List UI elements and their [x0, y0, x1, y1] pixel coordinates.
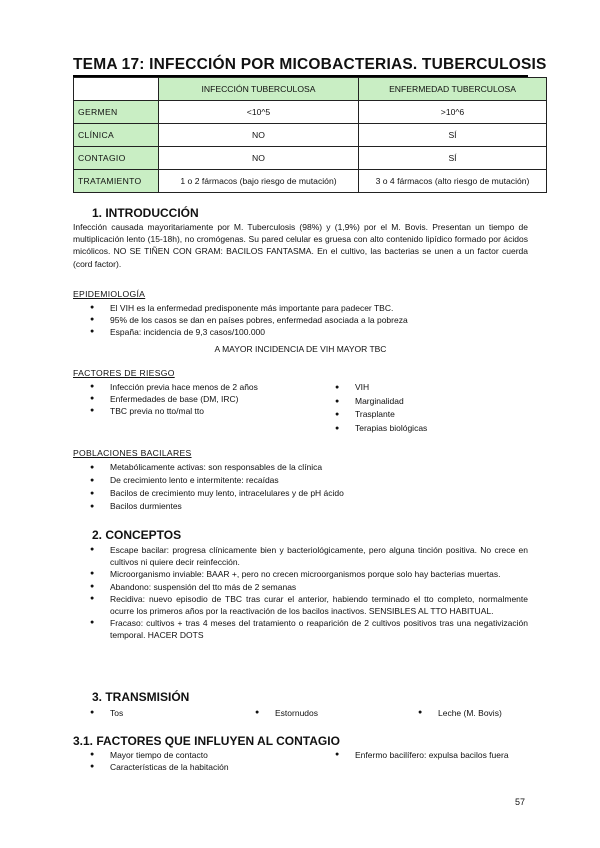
section-heading-conceptos: 2. CONCEPTOS [92, 528, 182, 542]
list-item: ● Bacilos durmientes [90, 500, 530, 513]
list-item: ● De crecimiento lento e intermitente: recaídas [90, 474, 530, 487]
page-title: TEMA 17: INFECCIÓN POR MICOBACTERIAS. TUBERCULOSIS [73, 56, 547, 73]
table-row-header: CLÍNICA [74, 124, 159, 147]
table-cell: <10^5 [159, 101, 359, 124]
list-item: ● El VIH es la enfermedad predisponente más importante para padecer TBC. [90, 302, 530, 314]
epidemiologia-list [90, 302, 530, 339]
subheading-factores-riesgo: FACTORES DE RIESGO [73, 368, 175, 378]
list-item: ● Estornudos [255, 707, 375, 719]
poblaciones-list [90, 461, 530, 513]
list-item: ● España: incidencia de 9,3 casos/100.000 [90, 326, 530, 338]
list-item: ● TBC previa no tto/mal tto [90, 405, 285, 417]
list-item: ● Abandono: suspensión del tto más de 2 semanas [90, 581, 528, 593]
table-cell: 1 o 2 fármacos (bajo riesgo de mutación) [159, 170, 359, 193]
contagio-left-list [90, 749, 310, 773]
list-item: ● Trasplante [335, 408, 530, 422]
section-heading-introduccion: 1. INTRODUCCIÓN [92, 206, 199, 220]
table-cell: NO [159, 147, 359, 170]
list-item: ● VIH [335, 381, 530, 395]
table-cell: SÍ [359, 124, 547, 147]
transmision-item-2 [255, 707, 375, 719]
table-column-header: INFECCIÓN TUBERCULOSA [159, 78, 359, 101]
list-item: ● Microorganismo inviable: BAAR +, pero no crecen microorganismos porque solo hay bacterias muertas. [90, 568, 528, 580]
table-row-header: TRATAMIENTO [74, 170, 159, 193]
list-item: ● Enfermedades de base (DM, IRC) [90, 393, 285, 405]
list-item: ● Fracaso: cultivos + tras 4 meses del tratamiento o reaparición de 2 cultivos positivos tras una negativización temporal. HACER DOTS [90, 617, 528, 641]
table-cell: SÍ [359, 147, 547, 170]
table-row [74, 101, 547, 124]
list-item: ● Leche (M. Bovis) [418, 707, 538, 719]
table-row [74, 170, 547, 193]
table-column-header: ENFERMEDAD TUBERCULOSA [359, 78, 547, 101]
list-item: ● 95% de los casos se dan en países pobres, enfermedad asociada a la pobreza [90, 314, 530, 326]
conceptos-list [90, 544, 528, 642]
table-row [74, 147, 547, 170]
comparison-table [73, 77, 547, 193]
intro-paragraph: Infección causada mayoritariamente por M. Tuberculosis (98%) y (1,9%) por el M. Bovis. Presentan un tiempo de multiplicación lento (15-18h), no cromógenas. Su pared celular es gruesa con alto contenido lipídico formado por ácidos micólicos. NO SE TIÑEN CON GRAM: BACILOS FANTASMA. En el cultivo, las bacterias se unen a un factor cuerda (cord factor). [73, 222, 528, 269]
factores-left-list [90, 381, 285, 418]
subheading-epidemiologia: EPIDEMIOLOGÍA [73, 289, 146, 299]
table-row [74, 124, 547, 147]
section-heading-contagio: 3.1. FACTORES QUE INFLUYEN AL CONTAGIO [73, 734, 340, 748]
epidemiologia-note: A MAYOR INCIDENCIA DE VIH MAYOR TBC [214, 344, 387, 354]
list-item: ● Metabólicamente activas: son responsables de la clínica [90, 461, 530, 474]
factores-right-list [335, 381, 530, 435]
table-corner-cell [74, 78, 159, 101]
list-item: ● Escape bacilar: progresa clínicamente bien y bacteriológicamente, pero alguna tinción positiva. No crece en cultivos ni quiere decir reinfección. [90, 544, 528, 568]
transmision-item-1 [90, 707, 180, 719]
list-item: ● Marginalidad [335, 395, 530, 409]
subheading-poblaciones: POBLACIONES BACILARES [73, 448, 192, 458]
list-item: ● Características de la habitación [90, 761, 310, 773]
page-number: 57 [515, 797, 526, 807]
table-row-header: CONTAGIO [74, 147, 159, 170]
table-row-header: GERMEN [74, 101, 159, 124]
contagio-right-list [335, 749, 528, 761]
table-header-row [74, 78, 547, 101]
list-item: ● Bacilos de crecimiento muy lento, intracelulares y de pH ácido [90, 487, 530, 500]
list-item: ● Infección previa hace menos de 2 años [90, 381, 285, 393]
table-cell: 3 o 4 fármacos (alto riesgo de mutación) [359, 170, 547, 193]
list-item: ● Mayor tiempo de contacto [90, 749, 310, 761]
list-item: ● Recidiva: nuevo episodio de TBC tras curar el anterior, habiendo terminado el tto completo, normalmente ocurre los primeros años por la reactivación de los bacilos inactivos. SENSIBLES AL TTO HABITUAL. [90, 593, 528, 617]
list-item: ● Enfermo bacilífero: expulsa bacilos fuera [335, 749, 528, 761]
table-cell: >10^6 [359, 101, 547, 124]
table-cell: NO [159, 124, 359, 147]
section-heading-transmision: 3. TRANSMISIÓN [92, 690, 190, 704]
list-item: ● Terapias biológicas [335, 422, 530, 436]
transmision-item-3 [418, 707, 538, 719]
list-item: ● Tos [90, 707, 180, 719]
